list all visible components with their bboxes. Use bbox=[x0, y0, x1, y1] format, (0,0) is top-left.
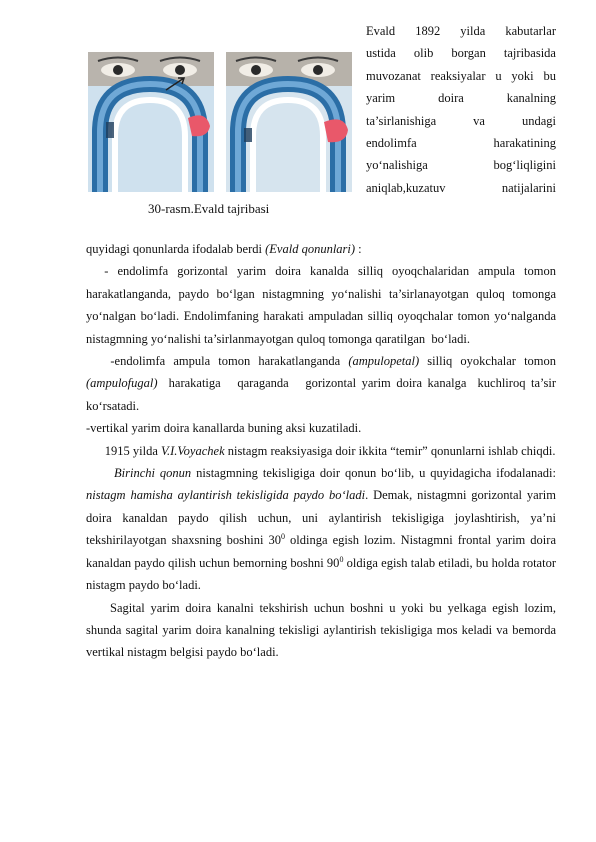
body-text bbox=[86, 238, 563, 664]
text: oldiga egish talab etiladi, bu holda rotator nistagm paydo bo‘ladi. bbox=[86, 555, 556, 593]
word: borgan bbox=[451, 46, 486, 61]
text-line bbox=[366, 65, 556, 87]
word: undagi bbox=[521, 113, 556, 128]
text-line bbox=[366, 177, 556, 199]
word: olib bbox=[413, 46, 434, 61]
word: aniqlab,kuzatuv bbox=[366, 180, 446, 195]
emphasis-text: V.I.Voyachek bbox=[161, 443, 225, 458]
degree-superscript: 0 bbox=[339, 554, 344, 564]
side-paragraph bbox=[366, 20, 556, 199]
paragraph-evald-laws-intro bbox=[86, 238, 556, 260]
word: bog‘liqligini bbox=[493, 158, 556, 173]
emphasis-text: (ampulofugal) bbox=[86, 376, 158, 391]
text: silliq oyokchalar tomon bbox=[419, 354, 560, 369]
text: . Demak, nistagmni gorizontal yarim doira kanaldan paydo qilish uchun, uni aylantirish tekisligiga joylashtirish, ya’ni tekshirilayotgan shaxsning boshini 30 bbox=[86, 488, 556, 548]
evald-experiment-image-right bbox=[226, 52, 352, 192]
degree-superscript: 0 bbox=[280, 532, 285, 542]
emphasis-text: nistagm hamisha aylantirish tekisligida paydo bo‘ladi bbox=[86, 488, 366, 503]
text-line bbox=[366, 20, 556, 42]
word: yarim bbox=[366, 91, 396, 106]
word: harakatining bbox=[493, 136, 556, 151]
paragraph-horizontal-canal: - endolimfa gorizontal yarim doira kanalda silliq oyoqchalaridan ampula tomon harakatlanganda, paydo bo‘lgan nistagmning yo‘nalishi ta’sirlanayotgan quloq tomonga yo‘nalgan bo‘ladi. Endolimfaning harakati ampuladan silliq oyoqchalar tomon yo‘nalganda nistagmning yo‘nalishi ta’sirlanmayotgan quloq tomonga qaratilgan bo‘ladi. bbox=[86, 264, 560, 346]
paragraph-first-law bbox=[86, 462, 556, 596]
text-line bbox=[366, 154, 556, 176]
word: ustida bbox=[366, 46, 396, 61]
emphasis-text: Birinchi qonun bbox=[114, 466, 192, 481]
word: natijalarini bbox=[501, 180, 556, 195]
word: tajribasida bbox=[503, 46, 556, 61]
paragraph-voyachek bbox=[86, 440, 556, 462]
word: bu bbox=[543, 68, 556, 83]
word: muvozanat bbox=[366, 68, 421, 83]
figure-caption: 30-rasm.Evald tajribasi bbox=[148, 201, 270, 216]
text: nistagmning tekisligiga doir qonun bo‘lib, u quyidagicha ifodalanadi: bbox=[191, 466, 557, 481]
word: endolimfa bbox=[366, 136, 417, 151]
text-line bbox=[366, 132, 556, 154]
word: Evald bbox=[366, 24, 396, 38]
word: yilda bbox=[460, 24, 486, 38]
paragraph-vertical-canal: -vertikal yarim doira kanallarda buning aksi kuzatiladi. bbox=[86, 421, 362, 436]
evald-experiment-image-left bbox=[88, 52, 214, 192]
text: 1915 yilda bbox=[86, 443, 161, 458]
word: 1892 bbox=[415, 24, 441, 38]
paragraph-ampulopetal bbox=[86, 350, 563, 417]
word: ta’sirlanishiga bbox=[366, 113, 437, 128]
text: nistagm reaksiyasiga doir ikkita “temir” qonunlarni ishlab chiqdi. bbox=[224, 443, 556, 458]
word: reaksiyalar bbox=[430, 68, 486, 83]
word: va bbox=[473, 113, 485, 128]
text: harakatiga qaraganda gorizontal yarim doira kanalga kuchliroq ta’sir ko‘rsatadi. bbox=[86, 376, 563, 413]
word: yo‘nalishiga bbox=[366, 158, 428, 173]
emphasis-text: (ampulopetal) bbox=[348, 354, 420, 369]
paragraph-sagittal-canal: Sagital yarim doira kanalni tekshirish uchun boshni u yoki bu yelkaga egish lozim, shunda sagital yarim doira kanalning tekisligi aylantirish tekisligiga mos keladi va bemorda vertikal nistagm belgisi paydo bo‘ladi. bbox=[86, 600, 556, 660]
text: quyidagi qonunlarda ifodalab berdi bbox=[86, 242, 266, 256]
word: doira bbox=[438, 91, 464, 106]
text-line bbox=[366, 42, 556, 64]
text: -endolimfa ampula tomon harakatlanganda bbox=[86, 354, 349, 369]
text: oldinga egish lozim. Nistagmni frontal yarim doira kanaldan paydo qilish uchun bemorning boshni 90 bbox=[86, 533, 556, 570]
word: u bbox=[495, 68, 502, 83]
emphasis-text: (Evald qonunlari) bbox=[265, 242, 356, 256]
text: : bbox=[355, 242, 362, 256]
text-line bbox=[366, 110, 556, 132]
word: kabutarlar bbox=[505, 24, 556, 38]
text-line bbox=[366, 87, 556, 109]
word: yoki bbox=[511, 68, 534, 83]
word: kanalning bbox=[506, 91, 556, 106]
